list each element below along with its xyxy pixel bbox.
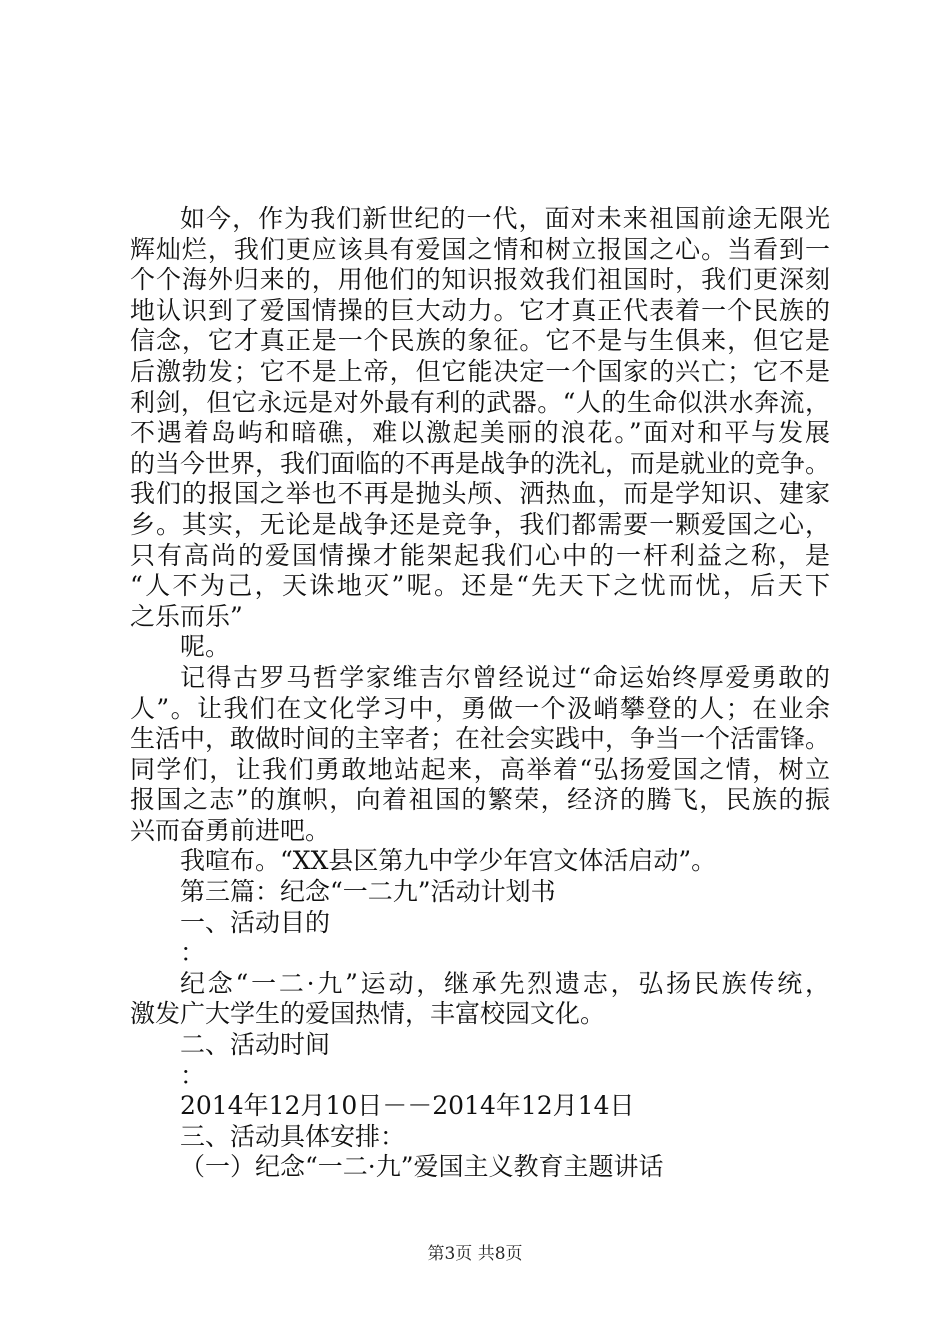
paragraph-line: 利剑，但它永远是对外最有利的武器。“人的生命似洪水奔流， xyxy=(130,387,830,417)
page-footer: 第3页 共8页 xyxy=(427,1244,523,1264)
paragraph-line: “人不为己，天诛地灭”呢。还是“先天下之忧而忧，后天下 xyxy=(130,571,830,601)
paragraph-line: 不遇着岛屿和暗礁，难以激起美丽的浪花。”面对和平与发展 xyxy=(130,418,830,448)
paragraph-line: 只有高尚的爱国情操才能架起我们心中的一杆利益之称，是 xyxy=(130,540,830,570)
paragraph-line: 后激勃发；它不是上帝，但它能决定一个国家的兴亡；它不是 xyxy=(130,356,830,386)
paragraph-line: 生活中，敢做时间的主宰者；在社会实践中，争当一个活雷锋。 xyxy=(130,724,830,754)
paragraph-line: 2014年12月10日－－2014年12月14日 xyxy=(180,1091,635,1121)
paragraph-line: ： xyxy=(180,1060,206,1090)
paragraph-line: 我们的报国之举也不再是抛头颅、洒热血，而是学知识、建家 xyxy=(130,479,830,509)
paragraph-line: （一）纪念“一二·九”爱国主义教育主题讲话 xyxy=(180,1152,664,1182)
paragraph-line: 辉灿烂，我们更应该具有爱国之情和树立报国之心。当看到一 xyxy=(130,234,830,264)
paragraph-line: 兴而奋勇前进吧。 xyxy=(130,815,331,845)
paragraph-line: 记得古罗马哲学家维吉尔曾经说过“命运始终厚爱勇敢的 xyxy=(180,662,830,692)
paragraph-line: 个个海外归来的，用他们的知识报效我们祖国时，我们更深刻 xyxy=(130,265,830,295)
paragraph-line: ： xyxy=(180,938,206,968)
paragraph-line: 我喧布。“XX县区第九中学少年宫文体活启动”。 xyxy=(180,846,717,876)
paragraph-line: 地认识到了爱国情操的巨大动力。它才真正代表着一个民族的 xyxy=(130,295,830,325)
paragraph-line: 纪念“一二·九”运动，继承先烈遗志，弘扬民族传统， xyxy=(180,968,830,998)
document-body xyxy=(130,204,830,1183)
paragraph-line: 激发广大学生的爱国热情，丰富校园文化。 xyxy=(130,999,606,1029)
section-heading: 一、活动目的 xyxy=(180,907,331,937)
paragraph-line: 呢。 xyxy=(180,632,231,662)
section-heading: 第三篇：纪念“一二九”活动计划书 xyxy=(180,877,556,907)
paragraph-line: 之乐而乐” xyxy=(130,601,243,631)
paragraph-line: 信念，它才真正是一个民族的象征。它不是与生俱来，但它是 xyxy=(130,326,830,356)
paragraph-line: 乡。其实，无论是战争还是竞争，我们都需要一颗爱国之心， xyxy=(130,509,830,539)
paragraph-line: 如今，作为我们新世纪的一代，面对未来祖国前途无限光 xyxy=(180,204,830,233)
section-heading: 三、活动具体安排： xyxy=(180,1121,406,1151)
paragraph-line: 人”。让我们在文化学习中，勇做一个汲峭攀登的人；在业余 xyxy=(130,693,830,723)
paragraph-line: 报国之志”的旗帜，向着祖国的繁荣，经济的腾飞，民族的振 xyxy=(130,785,830,815)
paragraph-line: 同学们，让我们勇敢地站起来，高举着“弘扬爱国之情，树立 xyxy=(130,754,830,784)
section-heading: 二、活动时间 xyxy=(180,1030,331,1060)
paragraph-line: 的当今世界，我们面临的不再是战争的洗礼，而是就业的竞争。 xyxy=(130,448,830,478)
